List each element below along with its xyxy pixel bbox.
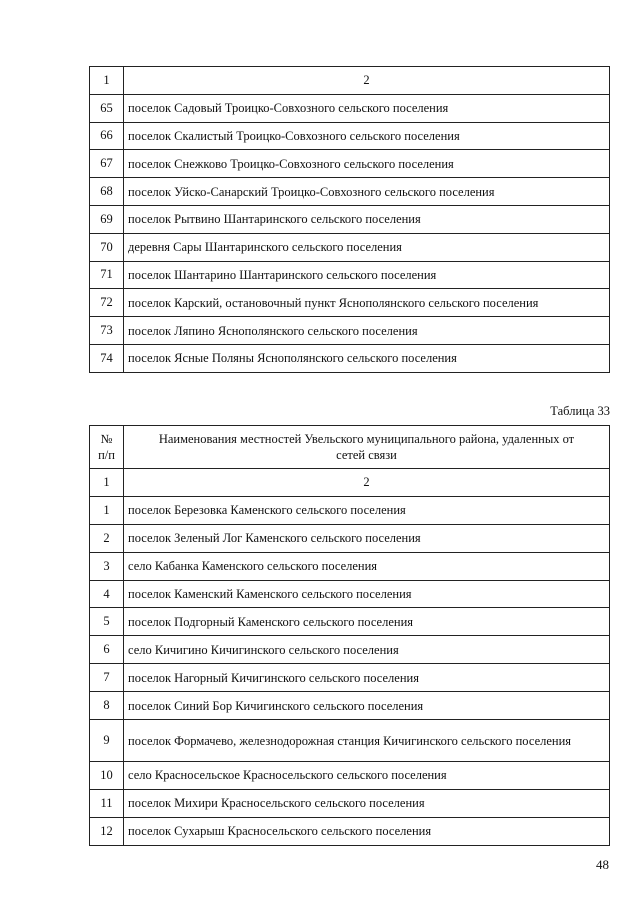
locality-name-heading: Наименования местностей Увельского муниципального района, удаленных от сетей связи <box>124 426 610 469</box>
table-row <box>90 205 610 233</box>
table-header-row <box>90 67 610 95</box>
table-row <box>90 233 610 261</box>
table-row <box>90 150 610 178</box>
table-row <box>90 664 610 692</box>
locality-name: поселок Нагорный Кичигинского сельского поселения <box>124 664 610 692</box>
row-number: 73 <box>90 317 124 345</box>
table-caption: Таблица 33 <box>550 404 610 418</box>
row-number: 7 <box>90 664 124 692</box>
row-number: 8 <box>90 692 124 720</box>
row-number: 72 <box>90 289 124 317</box>
locality-name: поселок Березовка Каменского сельского поселения <box>124 496 610 524</box>
locality-name: поселок Уйско-Санарский Троицко-Совхозного сельского поселения <box>124 178 610 206</box>
locality-name: поселок Садовый Троицко-Совхозного сельского поселения <box>124 94 610 122</box>
row-number: 12 <box>90 817 124 845</box>
table-row <box>90 94 610 122</box>
table-title-row <box>90 426 610 469</box>
table-row <box>90 692 610 720</box>
locality-name: село Кичигино Кичигинского сельского поселения <box>124 636 610 664</box>
table-row <box>90 317 610 345</box>
row-number: 66 <box>90 122 124 150</box>
row-number: 67 <box>90 150 124 178</box>
row-number-heading: № п/п <box>90 426 124 469</box>
table-row <box>90 762 610 790</box>
locality-name: поселок Синий Бор Кичигинского сельского поселения <box>124 692 610 720</box>
table-row <box>90 636 610 664</box>
settlements-table-continued <box>89 66 610 373</box>
column-number-cell: 1 <box>90 67 124 95</box>
locality-name: поселок Ясные Поляны Яснополянского сельского поселения <box>124 344 610 372</box>
locality-name: поселок Сухарыш Красносельского сельского поселения <box>124 817 610 845</box>
row-number: 11 <box>90 789 124 817</box>
table-row <box>90 580 610 608</box>
table-row <box>90 552 610 580</box>
column-number-cell: 2 <box>124 67 610 95</box>
column-number-cell: 2 <box>124 469 610 497</box>
table-row <box>90 524 610 552</box>
locality-name: поселок Михири Красносельского сельского поселения <box>124 789 610 817</box>
row-number: 69 <box>90 205 124 233</box>
uvelsky-district-table <box>89 425 610 846</box>
row-number: 6 <box>90 636 124 664</box>
row-number: 68 <box>90 178 124 206</box>
locality-name: поселок Шантарино Шантаринского сельского поселения <box>124 261 610 289</box>
table-row <box>90 817 610 845</box>
locality-name: деревня Сары Шантаринского сельского поселения <box>124 233 610 261</box>
row-number: 5 <box>90 608 124 636</box>
table-row <box>90 344 610 372</box>
table-row <box>90 261 610 289</box>
table-row <box>90 789 610 817</box>
table-header-row <box>90 469 610 497</box>
page-number: 48 <box>596 857 609 872</box>
table-row <box>90 289 610 317</box>
table-row <box>90 178 610 206</box>
locality-name: поселок Снежково Троицко-Совхозного сельского поселения <box>124 150 610 178</box>
row-number: 3 <box>90 552 124 580</box>
table-row <box>90 496 610 524</box>
row-number: 65 <box>90 94 124 122</box>
locality-name: поселок Скалистый Троицко-Совхозного сельского поселения <box>124 122 610 150</box>
locality-name: поселок Ляпино Яснополянского сельского поселения <box>124 317 610 345</box>
row-number: 71 <box>90 261 124 289</box>
row-number: 4 <box>90 580 124 608</box>
locality-name: село Красносельское Красносельского сельского поселения <box>124 762 610 790</box>
row-number: 2 <box>90 524 124 552</box>
row-number: 10 <box>90 762 124 790</box>
row-number: 74 <box>90 344 124 372</box>
locality-name: поселок Подгорный Каменского сельского поселения <box>124 608 610 636</box>
locality-name: поселок Формачево, железнодорожная станция Кичигинского сельского поселения <box>124 720 610 762</box>
table-row <box>90 608 610 636</box>
row-number: 1 <box>90 496 124 524</box>
locality-name: поселок Рытвино Шантаринского сельского поселения <box>124 205 610 233</box>
locality-name: поселок Каменский Каменского сельского поселения <box>124 580 610 608</box>
column-number-cell: 1 <box>90 469 124 497</box>
table-row <box>90 720 610 762</box>
locality-name: поселок Зеленый Лог Каменского сельского поселения <box>124 524 610 552</box>
row-number: 70 <box>90 233 124 261</box>
locality-name: поселок Карский, остановочный пункт Яснополянского сельского поселения <box>124 289 610 317</box>
row-number: 9 <box>90 720 124 762</box>
locality-name: село Кабанка Каменского сельского поселения <box>124 552 610 580</box>
table-row <box>90 122 610 150</box>
